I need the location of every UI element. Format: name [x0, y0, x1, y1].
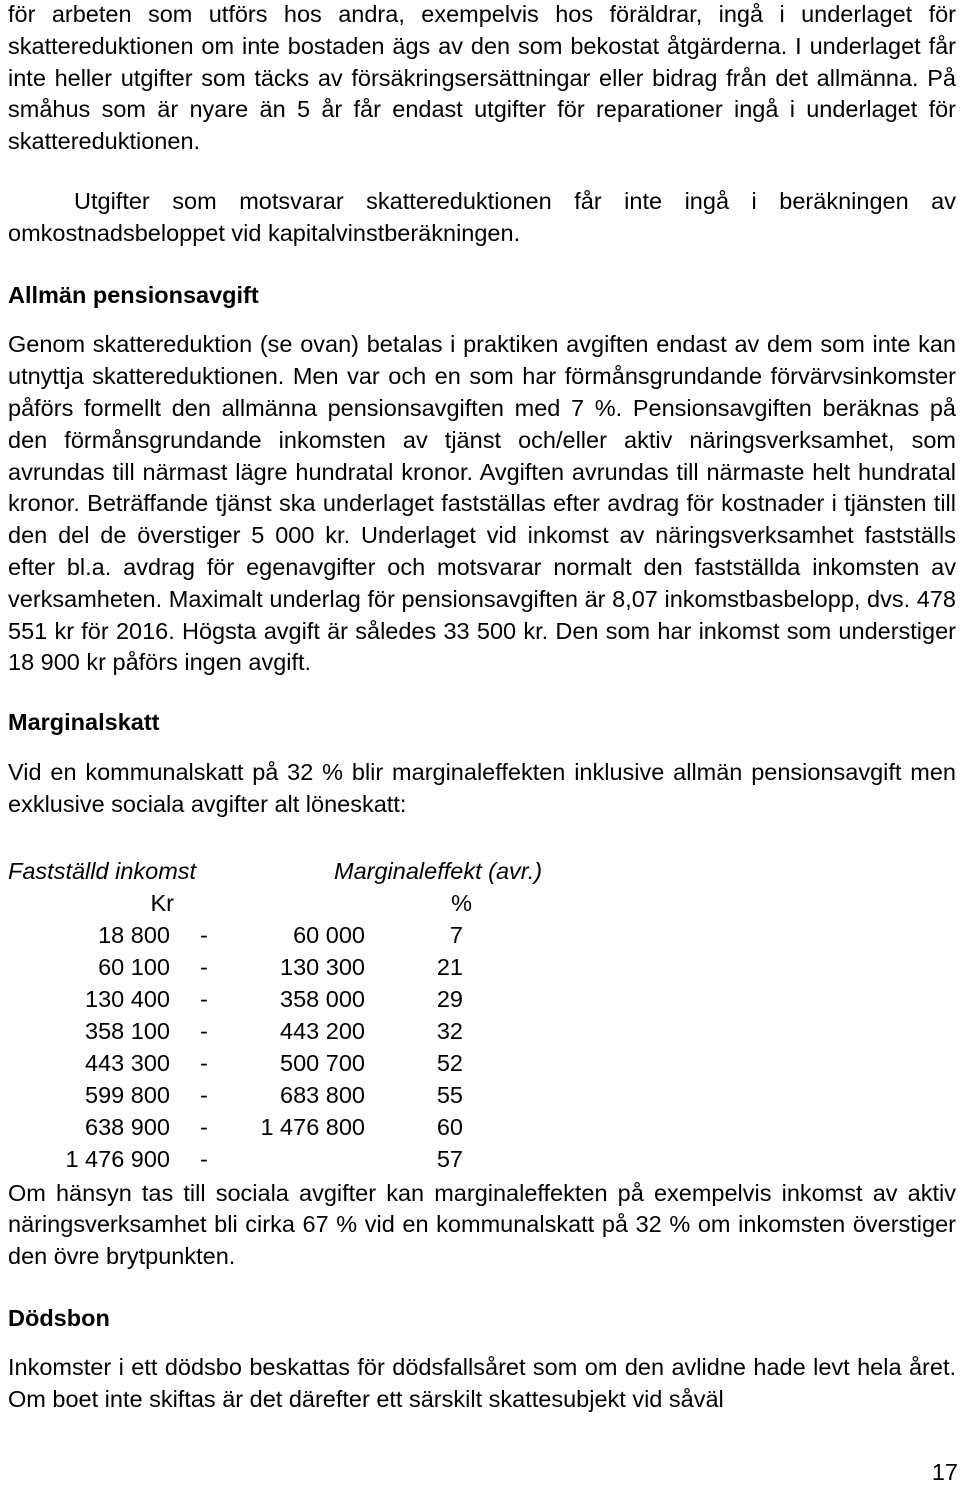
marginal-effect-cell: 55	[436, 1081, 463, 1108]
range-dash: -	[200, 985, 208, 1012]
table-header-effect: Marginaleffekt (avr.)	[334, 857, 543, 884]
marginal-effect-cell: 52	[436, 1049, 463, 1076]
income-to-cell: 1 476 800	[260, 1113, 365, 1140]
marginal-effect-cell: 60	[436, 1113, 463, 1140]
range-dash: -	[200, 1081, 208, 1108]
income-to-cell: 130 300	[280, 953, 365, 980]
page-number: 17	[931, 1459, 958, 1485]
range-dash: -	[200, 1049, 208, 1076]
income-to-cell: 683 800	[280, 1081, 365, 1108]
table-row	[8, 1080, 488, 1112]
income-from-cell: 130 400	[85, 985, 170, 1012]
marginal-effect-cell: 7	[449, 921, 463, 948]
income-from-cell: 443 300	[85, 1049, 170, 1076]
paragraph-pension: Genom skattereduktion (se ovan) betalas i praktiken avgiften endast av dem som inte kan utnyttja skattereduktionen. Men var och en som har förmånsgrundande förvärvsinkomster påförs formellt den allmänna pensionsavgiften med 7 %. Pensionsavgiften beräknas på den förmånsgrundande inkomsten av tjänst och/eller aktiv näringsverksamhet, som avrundas till närmast lägre hundratal kronor. Avgiften avrundas till närmaste helt hundratal kronor. Beträffande tjänst ska underlaget fastställas efter avdrag för kostnader i tjänsten till den del de överstiger 5 000 kr. Underlaget vid inkomst av näringsverksamhet fastställs efter bl.a. avdrag för egenavgifter och motsvarar normalt den fastställda inkomsten av verksamheten. Maximalt underlag för pensionsavgiften är 8,07 inkomstbasbelopp, dvs. 478 551 kr för 2016. Högsta avgift är således 33 500 kr. Den som har inkomst som understiger 18 900 kr påförs ingen avgift.	[8, 331, 956, 676]
marginal-effect-cell: 29	[436, 985, 463, 1012]
paragraph-marginalskatt: Vid en kommunalskatt på 32 % blir marginaleffekten inklusive allmän pensionsavgift men exklusive sociala avgifter alt löneskatt:	[8, 758, 956, 817]
income-to-cell: 358 000	[280, 985, 365, 1012]
heading-dodsbon: Dödsbon	[8, 1304, 110, 1331]
income-from-cell: 1 476 900	[65, 1145, 170, 1172]
income-to-cell: 500 700	[280, 1049, 365, 1076]
paragraph-sociala-avgifter: Om hänsyn tas till sociala avgifter kan marginaleffekten på exempelvis inkomst av aktiv näringsverksamhet bli cirka 67 % vid en kommunalskatt på 32 % om inkomsten överstiger den övre brytpunkten.	[8, 1179, 956, 1270]
income-to-cell: 60 000	[293, 921, 365, 948]
table-row	[8, 1144, 488, 1176]
document-page	[8, 0, 956, 1415]
income-to-cell: 443 200	[280, 1017, 365, 1044]
table-row	[8, 952, 488, 984]
table-row	[8, 1048, 488, 1080]
income-from-cell: 60 100	[98, 953, 170, 980]
table-row	[8, 1112, 488, 1144]
paragraph-dodsbon: Inkomster i ett dödsbo beskattas för dödsfallsåret som om den avlidne hade levt hela året. Om boet inte skiftas är det därefter ett särskilt skattesubjekt vid såväl	[8, 1353, 956, 1412]
table-unit-effect: %	[451, 889, 472, 916]
marginal-effect-cell: 21	[436, 953, 463, 980]
heading-pension: Allmän pensionsavgift	[8, 281, 259, 308]
heading-marginalskatt: Marginalskatt	[8, 709, 160, 736]
range-dash: -	[200, 921, 208, 948]
marginal-effect-cell: 57	[436, 1145, 463, 1172]
paragraph-utgifter: Utgifter som motsvarar skattereduktionen får inte ingå i beräkningen av omkostnadsbeloppet vid kapitalvinstberäkningen.	[8, 187, 956, 246]
income-from-cell: 638 900	[85, 1113, 170, 1140]
range-dash: -	[200, 1145, 208, 1172]
income-from-cell: 599 800	[85, 1081, 170, 1108]
table-row	[8, 920, 488, 952]
marginal-tax-table	[8, 856, 956, 1178]
range-dash: -	[200, 1017, 208, 1044]
marginal-effect-cell: 32	[436, 1017, 463, 1044]
table-row	[8, 1016, 488, 1048]
paragraph-intro: för arbeten som utförs hos andra, exempelvis hos föräldrar, ingå i underlaget för skattereduktionen om inte bostaden ägs av den som bekostat åtgärderna. I underlaget får inte heller utgifter som täcks av försäkringsersättningar eller bidrag från det allmänna. På småhus som är nyare än 5 år får endast utgifter för reparationer ingå i underlaget för skattereduktionen.	[8, 1, 956, 155]
table-row	[8, 984, 488, 1016]
income-from-cell: 18 800	[98, 921, 170, 948]
table-unit-income: Kr	[150, 889, 174, 916]
range-dash: -	[200, 953, 208, 980]
range-dash: -	[200, 1113, 208, 1140]
table-header-income: Fastställd inkomst	[8, 857, 197, 884]
income-from-cell: 358 100	[85, 1017, 170, 1044]
